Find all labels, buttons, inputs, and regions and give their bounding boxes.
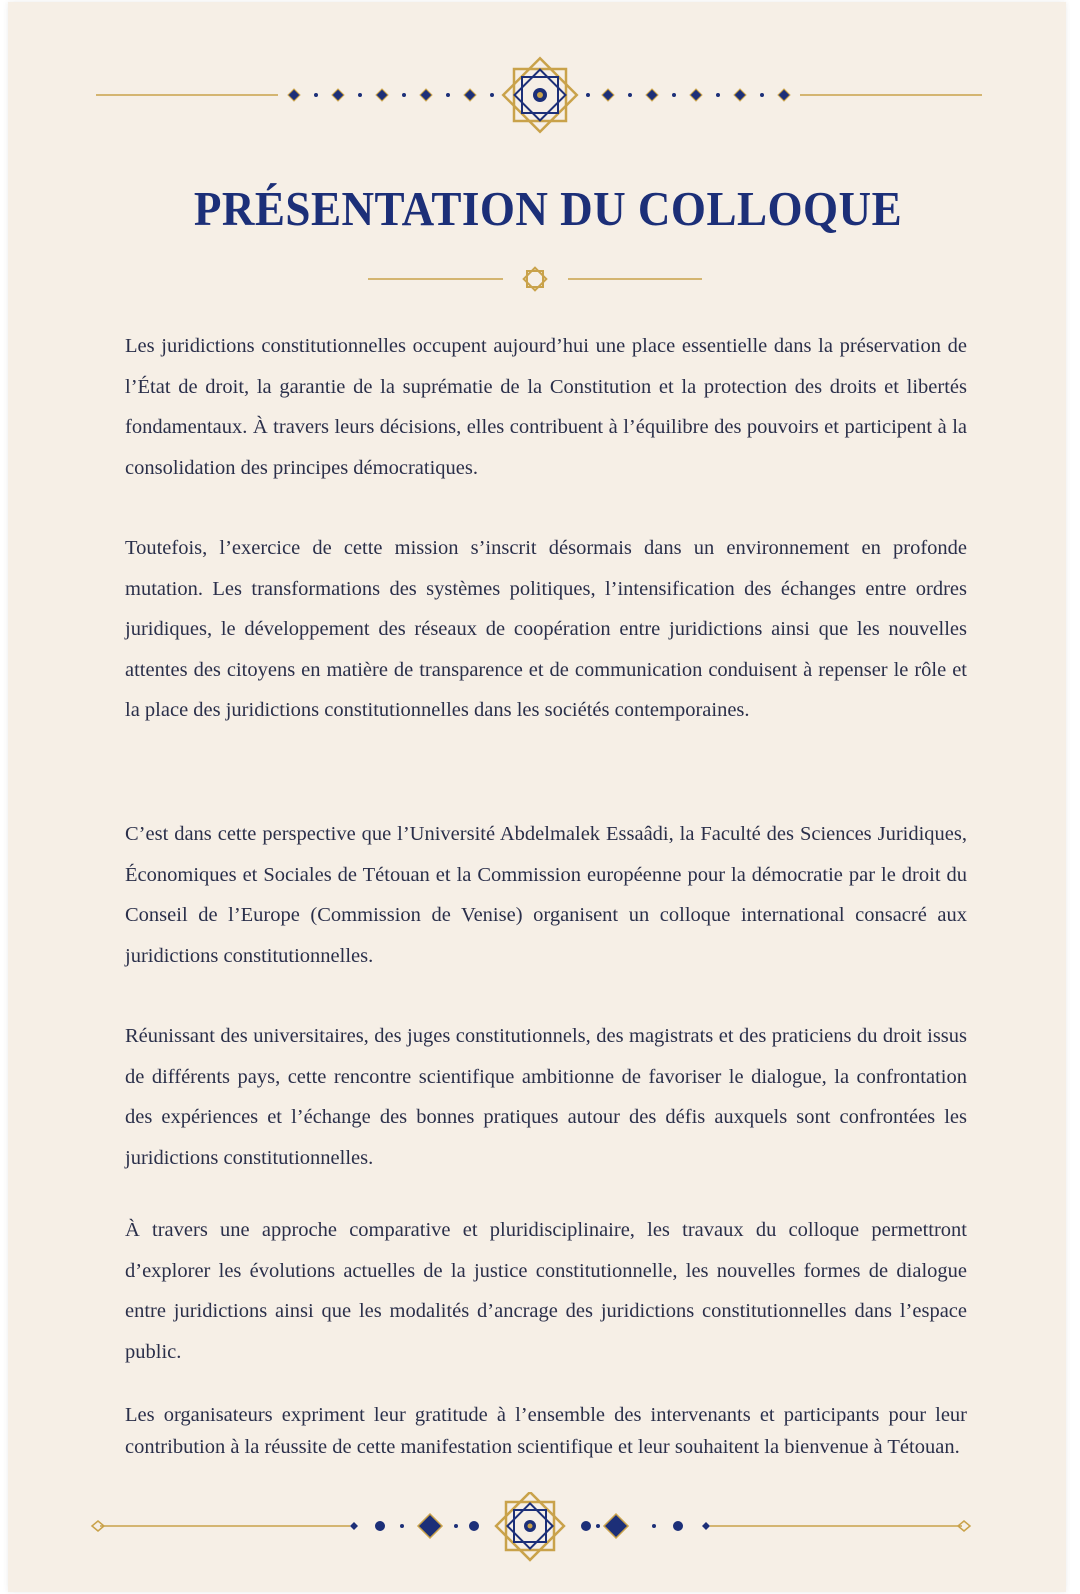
document-page (8, 2, 1066, 1592)
paragraph-gratitude: Les organisateurs expriment leur gratitude à l’ensemble des intervenants et participants pour leur contribution à la réussite de cette manifestation scientifique et leur souhaitent la bienvenue à Tétouan. (125, 1404, 967, 1458)
paragraph-context: Toutefois, l’exercice de cette mission s’inscrit désormais dans un environnement en profonde mutation. Les transformations des systèmes politiques, l’intensification des échanges entre ordres juridiques, le développement des réseaux de coopération entre juridictions ainsi que les nouvelles attentes des citoyens en matière de transparence et de communication conduisent à repenser le rôle et la place des juridictions constitutionnelles dans les sociétés contemporaines. (125, 537, 967, 722)
paragraph-intro: Les juridictions constitutionnelles occupent aujourd’hui une place essentielle dans la préservation de l’État de droit, la garantie de la suprématie de la Constitution et la protection des droits et libertés fondamentaux. À travers leurs décisions, elles contribuent à l’équilibre des pouvoirs et participent à la consolidation des principes démocratiques. (125, 335, 967, 479)
paragraph-approach: À travers une approche comparative et pluridisciplinaire, les travaux du colloque permettront d’explorer les évolutions actuelles de la justice constitutionnelle, les nouvelles formes de dialogue entre juridictions ainsi que les modalités d’ancrage des juridictions constitutionnelles dans l’espace public. (125, 1219, 967, 1363)
top-ornament-divider-icon (88, 52, 1008, 142)
paragraph-participants: Réunissant des universitaires, des juges constitutionnels, des magistrats et des praticiens du droit issus de différents pays, cette rencontre scientifique ambitionne de favoriser le dialogue, la confrontation des expériences et l’échange des bonnes pratiques autour des défis auxquels sont confrontées les juridictions constitutionnelles. (125, 1025, 967, 1169)
page-title: PRÉSENTATION DU COLLOQUE (193, 181, 903, 236)
paragraph-organizers: C’est dans cette perspective que l’Université Abdelmalek Essaâdi, la Faculté des Sciences Juridiques, Économiques et Sociales de Tétouan et la Commission européenne pour la démocratie par le droit du Conseil de l’Europe (Commission de Venise) organisent un colloque international consacré aux juridictions constitutionnelles. (125, 823, 967, 967)
title-separator-star-icon (368, 264, 728, 294)
bottom-ornament-divider-icon (88, 1492, 1008, 1572)
right-edge (1070, 0, 1080, 1594)
